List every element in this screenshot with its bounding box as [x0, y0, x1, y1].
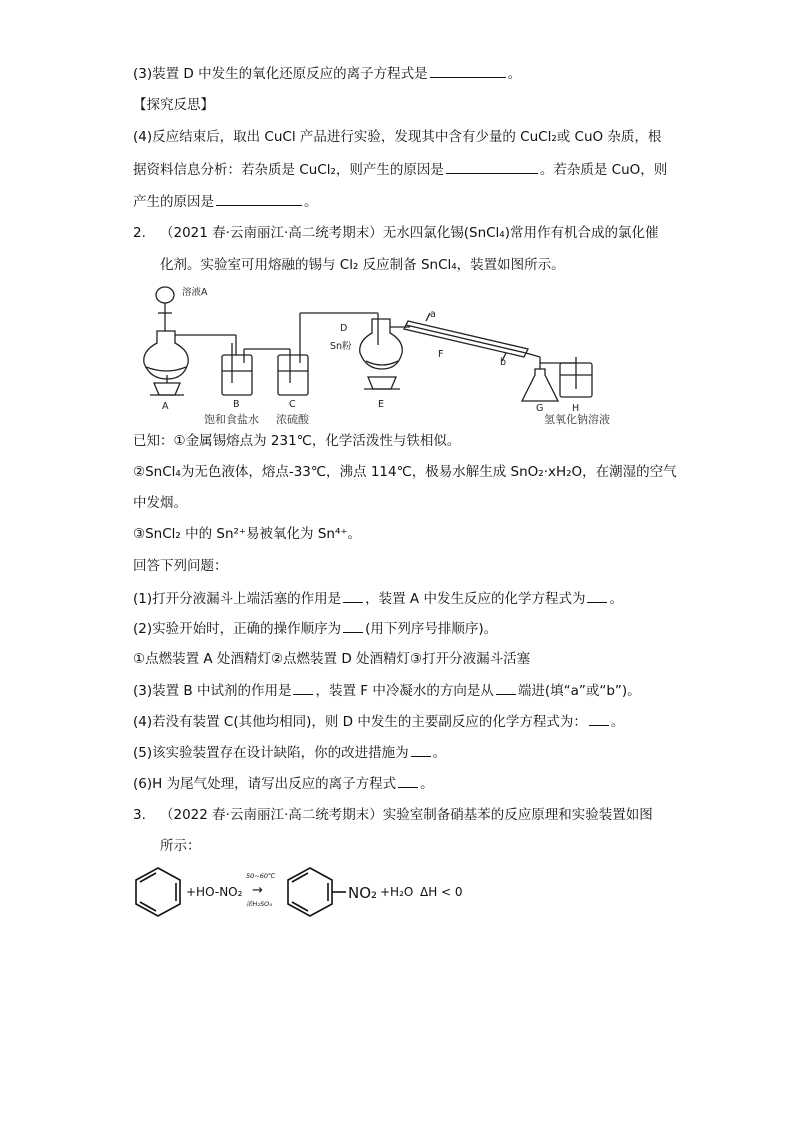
answer-blank[interactable]: [589, 711, 609, 726]
reaction-arrow: →: [252, 883, 263, 898]
water: +H₂O: [380, 885, 414, 899]
benzene-ring-product: [288, 868, 332, 916]
q3-intro-line1: 3. （2022 春·云南丽江·高二统考期末）实验室制备硝基苯的反应原理和实验装置如图: [133, 807, 653, 823]
answer-blank[interactable]: [216, 191, 302, 206]
answer-prompt: 回答下列问题：: [133, 558, 228, 574]
q2-sub5: (5)该实验装置存在设计缺陷，你的改进措施为 。: [133, 742, 446, 763]
known-3: ③SnCl₂ 中的 Sn²⁺易被氧化为 Sn⁴⁺。: [133, 526, 362, 542]
q2-intro-line1: 2. （2021 春·云南丽江·高二统考期末）无水四氯化锡(SnCl₄)常用作有机合成的氯化催: [133, 225, 659, 241]
q1-part4-line1: (4)反应结束后，取出 CuCl 产品进行实验，发现其中含有少量的 CuCl₂或 CuO 杂质，根: [133, 129, 662, 145]
q2-sub2: (2)实验开始时，正确的操作顺序为 (用下列序号排顺序)。: [133, 618, 497, 639]
question-number: 3.: [133, 807, 146, 823]
question-number: 2.: [133, 225, 146, 241]
benzene-ring-reactant: [136, 868, 180, 916]
caption-b: 饱和食盐水: [204, 413, 259, 426]
product-group: NO₂: [348, 884, 378, 902]
enthalpy: ΔH < 0: [420, 885, 463, 899]
answer-blank[interactable]: [587, 588, 607, 603]
answer-blank[interactable]: [343, 588, 363, 603]
q2-sub2-options: ①点燃装置 A 处酒精灯②点燃装置 D 处酒精灯③打开分液漏斗活塞: [133, 651, 531, 667]
caption-h: 氢氧化钠溶液: [544, 413, 610, 426]
label-h: H: [572, 403, 580, 414]
label-f: F: [438, 349, 444, 360]
q1-part4-line3: 产生的原因是 。: [133, 191, 318, 212]
answer-blank[interactable]: [293, 680, 313, 695]
label-sn: Sn粉: [330, 341, 352, 352]
condition-bottom: 浓H₂SO₄: [246, 900, 272, 908]
answer-blank[interactable]: [430, 63, 506, 78]
caption-c: 浓硫酸: [276, 413, 309, 426]
label-d: D: [340, 323, 348, 334]
q2-intro-line2: 化剂。实验室可用熔融的锡与 Cl₂ 反应制备 SnCl₄，装置如图所示。: [160, 257, 565, 273]
known-2-line2: 中发烟。: [133, 495, 187, 511]
answer-blank[interactable]: [343, 618, 363, 633]
label-port-a: a: [430, 309, 436, 320]
reagent: +HO-NO₂: [186, 885, 243, 899]
q2-sub6: (6)H 为尾气处理，请写出反应的离子方程式 。: [133, 773, 434, 794]
q2-sub4: (4)若没有装置 C(其他均相同)，则 D 中发生的主要副反应的化学方程式为： 。: [133, 711, 624, 732]
q1-part3: (3)装置 D 中发生的氧化还原反应的离子方程式是 。: [133, 63, 521, 84]
label-b: B: [233, 399, 240, 410]
q1-part4-line2: 据资料信息分析：若杂质是 CuCl₂，则产生的原因是 。若杂质是 CuO，则: [133, 159, 667, 180]
answer-blank[interactable]: [496, 680, 516, 695]
q1-part3-text: (3)装置 D 中发生的氧化还原反应的离子方程式是: [133, 66, 428, 82]
section-heading: 【探究反思】: [133, 97, 214, 113]
label-solution-a: 溶液A: [182, 287, 208, 298]
answer-blank[interactable]: [398, 773, 418, 788]
q3-intro-line2: 所示：: [160, 838, 201, 854]
q2-sub1: (1)打开分液漏斗上端活塞的作用是 ，装置 A 中发生反应的化学方程式为 。: [133, 588, 623, 609]
label-g: G: [536, 403, 544, 414]
apparatus-figure: [140, 283, 620, 428]
condition-top: 50~60℃: [246, 872, 276, 880]
known-2-line1: ②SnCl₄为无色液体，熔点-33℃，沸点 114℃，极易水解生成 SnO₂·xH₂O，在潮湿的空气: [133, 464, 677, 480]
q2-sub3: (3)装置 B 中试剂的作用是 ，装置 F 中冷凝水的方向是从 端进(填“a”或“b”)。: [133, 680, 641, 701]
label-e: E: [378, 399, 385, 410]
label-c: C: [289, 399, 296, 410]
known-1: 已知：①金属锡熔点为 231℃，化学活泼性与铁相似。: [133, 433, 461, 449]
answer-blank[interactable]: [446, 159, 538, 174]
answer-blank[interactable]: [411, 742, 431, 757]
label-a: A: [162, 401, 169, 412]
label-port-b: b: [500, 357, 507, 368]
reaction-equation: [130, 864, 490, 920]
